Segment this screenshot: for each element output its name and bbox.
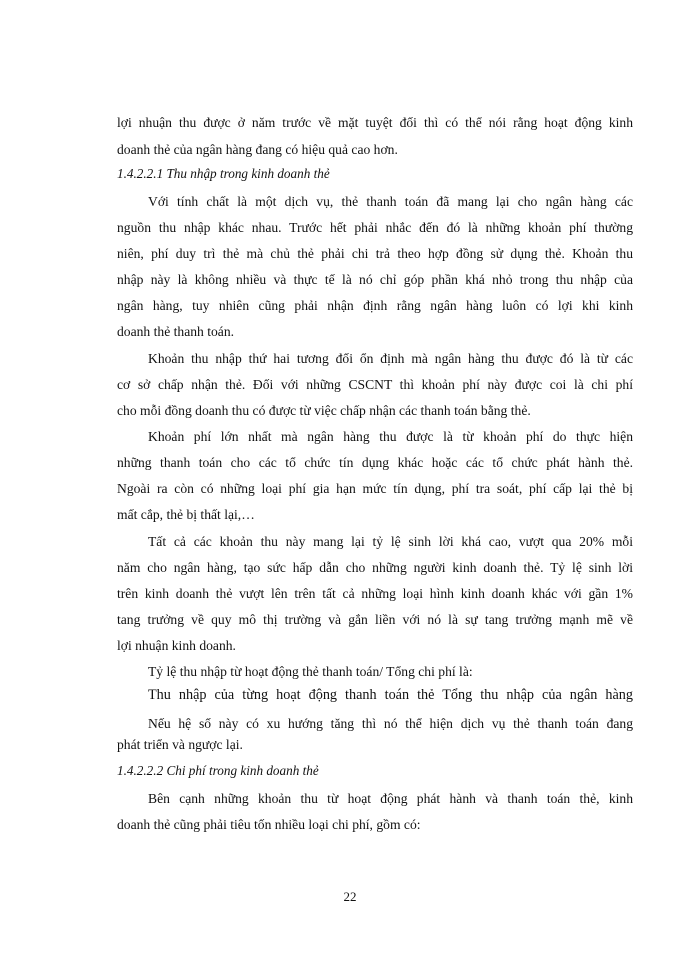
text-line: Ngoài ra còn có những loại phí gia hạn mức tín dụng, phí tra soát, phí cấp lại thẻ bị [117, 481, 633, 496]
text-line: nguồn thu nhập khác nhau. Trước hết phải nhắc đến đó là những khoản phí thường [117, 220, 633, 235]
text-line: cho mỗi đồng doanh thu có được từ việc chấp nhận các thanh toán bằng thẻ. [117, 403, 531, 418]
text-line: phát triển và ngược lại. [117, 737, 243, 752]
text-line: doanh thẻ thanh toán. [117, 324, 235, 339]
text-line: năm cho ngân hàng, tạo sức hấp dẫn cho những người kinh doanh thẻ. Tỷ lệ sinh lời [117, 560, 633, 575]
text-line: trên kinh doanh thẻ vượt lên trên tất cả những loại hình kinh doanh khác với gần 1% [117, 586, 633, 601]
text-line: lợi nhuận thu được ở năm trước về mặt tuyệt đối thì có thể nói rằng hoạt động kinh [117, 115, 633, 130]
text-line: tang trưởng về quy mô thị trường và gắn liền với nó là sự tang trưởng mạnh mẽ về [117, 612, 633, 627]
text-line: Bên cạnh những khoản thu từ hoạt động phát hành và thanh toán thẻ, kinh [148, 791, 633, 806]
text-line: niên, phí duy trì thẻ mà chủ thẻ phải chi trả theo hợp đồng sử dụng thẻ. Khoản thu [117, 246, 633, 261]
ratio-label: Tỷ lệ thu nhập từ hoạt động thẻ thanh toán/ Tổng chi phí là: [148, 664, 473, 679]
text-line: Với tính chất là một dịch vụ, thẻ thanh toán đã mang lại cho ngân hàng các [148, 194, 633, 209]
ratio-formula: Thu nhập của từng hoạt động thanh toán thẻ Tổng thu nhập của ngân hàng [148, 687, 633, 703]
text-line: doanh thẻ của ngân hàng đang có hiệu quả cao hơn. [117, 142, 398, 157]
section-heading: 1.4.2.2.2 Chi phí trong kinh doanh thẻ [117, 763, 319, 778]
text-line: nhập này là không nhiều và thực tế là nó chỉ góp phần khá nhỏ trong thu nhập của [117, 272, 633, 287]
text-line: lợi nhuận kinh doanh. [117, 638, 236, 653]
page-number: 22 [343, 889, 357, 904]
text-line: Khoản phí lớn nhất mà ngân hàng thu được là từ khoản phí do thực hiện [148, 429, 633, 444]
text-line: cơ sở chấp nhận thẻ. Đối với những CSCNT thì khoản phí này được coi là chi phí [117, 377, 633, 392]
text-line: Nếu hệ số này có xu hướng tăng thì nó thể hiện dịch vụ thẻ thanh toán đang [148, 716, 633, 731]
text-line: Khoản thu nhập thứ hai tương đối ổn định mà ngân hàng thu được đó là từ các [148, 351, 633, 366]
section-heading: 1.4.2.2.1 Thu nhập trong kinh doanh thẻ [117, 166, 330, 181]
text-line: những thanh toán cho các tổ chức tín dụng khác hoặc các tổ chức phát hành thẻ. [117, 455, 633, 470]
text-line: doanh thẻ cũng phải tiêu tốn nhiều loại chi phí, gồm có: [117, 817, 421, 832]
text-line: ngân hàng, tuy nhiên cũng phải nhận định rằng ngân hàng luôn có lợi khi kinh [117, 298, 633, 313]
text-line: Tất cả các khoản thu này mang lại tỷ lệ sinh lời khá cao, vượt qua 20% mỗi [148, 534, 633, 549]
text-line: mất cắp, thẻ bị thất lại,… [117, 507, 255, 522]
